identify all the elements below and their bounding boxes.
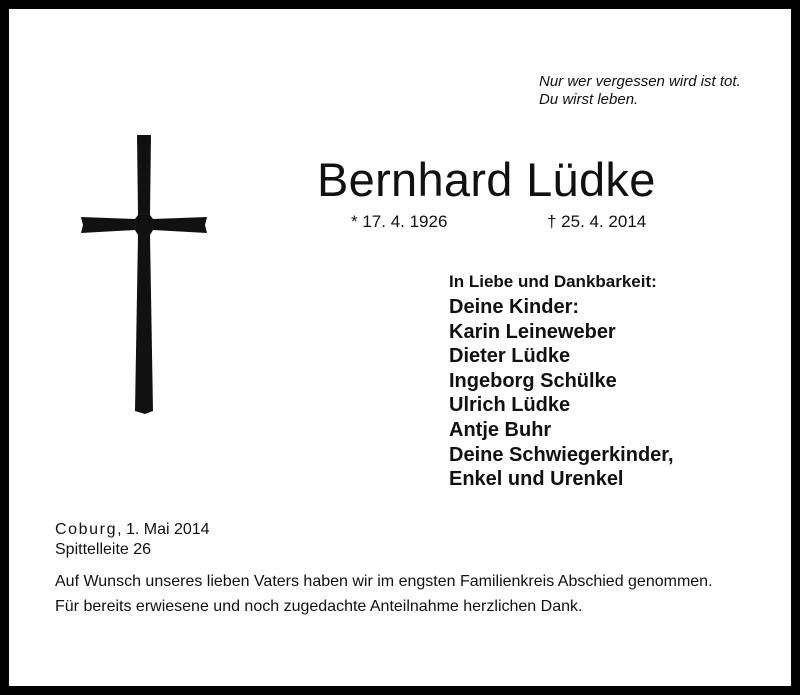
mourners-list xyxy=(449,271,674,492)
city-name: Coburg xyxy=(55,521,118,538)
mourner-line: Karin Leineweber xyxy=(449,320,616,343)
motto-quote xyxy=(539,73,741,109)
mourner-line: Deine Kinder: xyxy=(449,296,580,318)
mourner-line: Antje Buhr xyxy=(449,418,552,441)
mourner-line: Deine Schwiegerkinder, xyxy=(449,443,674,466)
notice-date: , 1. Mai 2014 xyxy=(117,521,210,538)
place-date-line xyxy=(55,520,210,540)
motto-line-1: Nur wer vergessen wird ist tot. xyxy=(539,73,741,90)
mourner-line: Ingeborg Schülke xyxy=(449,369,617,392)
notice-text xyxy=(55,572,755,616)
mourner-line: Ulrich Lüdke xyxy=(449,394,571,417)
death-date: † 25. 4. 2014 xyxy=(547,212,647,231)
mourner-line: Dieter Lüdke xyxy=(449,345,571,368)
deceased-name: Bernhard Lüdke xyxy=(317,153,656,206)
motto-line-2: Du wirst leben. xyxy=(539,91,639,108)
latin-cross-icon xyxy=(79,135,209,415)
mourners-intro: In Liebe und Dankbarkeit: xyxy=(449,272,657,291)
farewell-paragraph: Auf Wunsch unseres lieben Vaters haben wir im engsten Familienkreis Abschied genommen. xyxy=(55,573,713,590)
location-block xyxy=(55,520,210,560)
mourner-line: Enkel und Urenkel xyxy=(449,468,624,491)
birth-date: * 17. 4. 1926 xyxy=(351,212,448,231)
thanks-paragraph: Für bereits erwiesene und noch zugedachte Anteilnahme herzlichen Dank. xyxy=(55,598,583,615)
street-address: Spittelleite 26 xyxy=(55,541,152,558)
